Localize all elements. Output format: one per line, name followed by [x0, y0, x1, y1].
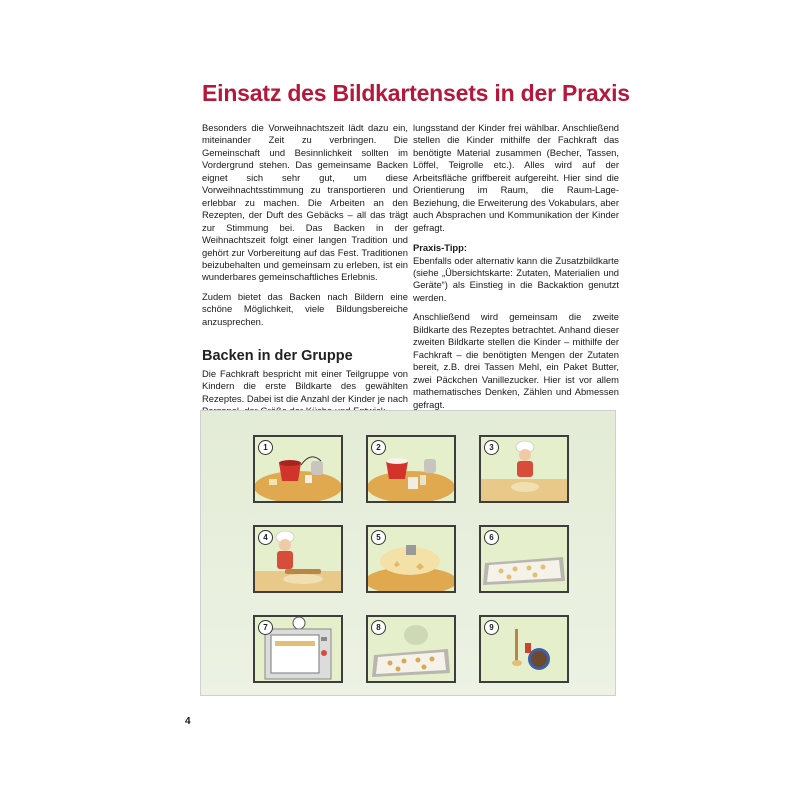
card-number: 8: [371, 620, 386, 635]
card-number: 6: [484, 530, 499, 545]
picture-card-grid: [253, 435, 569, 683]
tip-text: Ebenfalls oder alternativ kann die Zusatzbildkarte (siehe „Übersichtskarte: Zutaten, Materialien und Geräte“) als Einstieg in die Backaktion genutzt werden.: [413, 254, 619, 303]
picture-card-4: [253, 525, 343, 593]
page-number: 4: [185, 716, 191, 727]
picture-card-9: [479, 615, 569, 683]
picture-card-1: [253, 435, 343, 503]
picture-card-8: [366, 615, 456, 683]
card-number: 7: [258, 620, 273, 635]
paragraph: lungsstand der Kinder frei wählbar. Anschließend stellen die Kinder mithilfe der Fachkraft das benötigte Material zusammen (Becher, Tassen, Löffel, Teigrolle etc.). Alles wird auf der Arbeitsfläche griffbereit aufgereiht. Hier sind die Orientierung im Raum, die Raum-Lage-Beziehung, die Erweiterung des Vokabulars, aber auch Absprachen und Kommunikation der Kinder gefragt.: [413, 122, 619, 233]
picture-card-7: [253, 615, 343, 683]
picture-card-6: [479, 525, 569, 593]
section-heading: Backen in der Gruppe: [202, 348, 353, 365]
paragraph: Zudem bietet das Backen nach Bildern eine schöne Möglichkeit, viele Bildungsbereiche anzusprechen.: [202, 290, 408, 327]
picture-card-5: [366, 525, 456, 593]
card-number: 9: [484, 620, 499, 635]
card-number: 2: [371, 440, 386, 455]
picture-card-figure: [200, 410, 616, 696]
card-number: 5: [371, 530, 386, 545]
page-title: Einsatz des Bildkartensets in der Praxis: [202, 80, 630, 106]
paragraph: Die Fachkraft bespricht mit einer Teilgruppe von Kindern die erste Bildkarte des gewählten Rezeptes. Dabei ist die Anzahl der Kinder je nach: [202, 367, 408, 404]
picture-card-3: [479, 435, 569, 503]
text-column-right: [413, 122, 619, 418]
card-number: 3: [484, 440, 499, 455]
card-number: 1: [258, 440, 273, 455]
paragraph: Besonders die Vorweihnachtszeit lädt dazu ein, miteinander Zeit zu verbringen. Die Gemeinschaft und Besinnlichkeit sollten im Vordergrund stehen. Das gemeinsame Backen eignet sich sehr gut, um diese Vorweihnachtsstimmung zu transportieren und erlebbar zu machen. Die Arbeiten an den Rezepten, der Duft des Gebäcks – all das trägt zur Stimmung bei. Das Backen in der Weihnachtszeit folgt einer langen Tradition und gehört zur Vorbereitung auf das Fest. Traditionen beizubehalten und gemeinsam zu erleben, ist ein wunderbares gemeinschaftliches Erlebnis.: [202, 122, 408, 283]
card-number: 4: [258, 530, 273, 545]
tip-heading: Praxis-Tipp:: [413, 242, 468, 254]
picture-card-2: [366, 435, 456, 503]
text-column-left: [202, 122, 408, 425]
paragraph: Anschließend wird gemeinsam die zweite Bildkarte des Rezeptes betrachtet. Anhand dieser zweiten Bildkarte stellen die Kinder – mithilfe der Fachkraft – die benötigten Mengen der Zutaten bereit, z.B. drei Tassen Mehl, ein Paket Butter, zwei Päckchen Vanillezucker. Hier ist vor allem mathematisches Denken, Zählen und Abmessen gefragt.: [413, 311, 619, 410]
